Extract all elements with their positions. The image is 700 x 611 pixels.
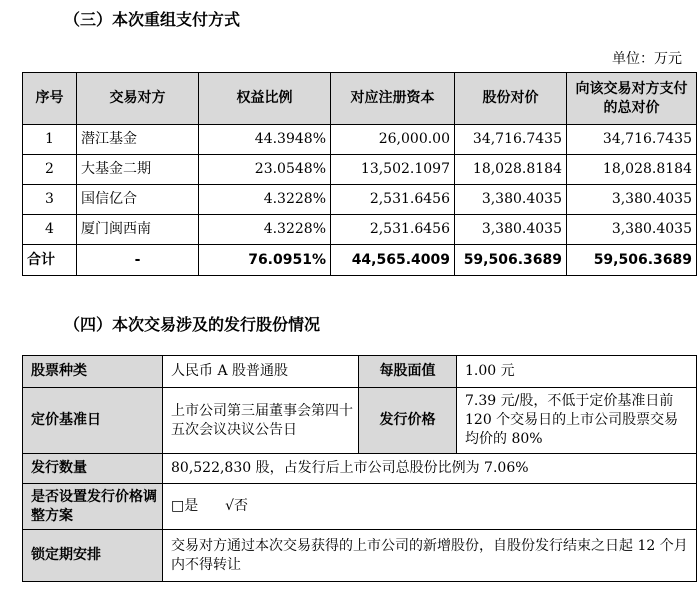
- cell-party: 大基金二期: [77, 155, 199, 185]
- par-value-value: 1.00 元: [457, 356, 697, 388]
- cell-share-price: 3,380.4035: [455, 185, 567, 215]
- cell-share-price: 3,380.4035: [455, 215, 567, 245]
- issue-qty-value: 80,522,830 股，占发行后上市公司总股份比例为 7.06%: [163, 454, 697, 484]
- adjust-label: 是否设置发行价格调整方案: [23, 484, 163, 530]
- stock-type-value: 人民币 A 股普通股: [163, 356, 359, 388]
- pricing-date-label: 定价基准日: [23, 388, 163, 454]
- table-row: [23, 185, 697, 215]
- issue-price-label: 发行价格: [359, 388, 457, 454]
- lockup-label: 锁定期安排: [23, 530, 163, 582]
- table-row: [23, 215, 697, 245]
- header-no: 序号: [23, 73, 77, 125]
- table-row: [23, 155, 697, 185]
- header-share-price: 股份对价: [455, 73, 567, 125]
- cell-party: 潜江基金: [77, 125, 199, 155]
- header-ratio: 权益比例: [199, 73, 331, 125]
- total-ratio: 76.0951%: [199, 245, 331, 276]
- total-share-price: 59,506.3689: [455, 245, 567, 276]
- cell-capital: 2,531.6456: [331, 215, 455, 245]
- total-label: 合计: [23, 245, 77, 276]
- par-value-label: 每股面值: [359, 356, 457, 388]
- total-party: -: [77, 245, 199, 276]
- unit-label: 单位：万元: [612, 51, 682, 67]
- cell-total: 3,380.4035: [567, 185, 697, 215]
- total-row: [23, 245, 697, 276]
- cell-party: 国信亿合: [77, 185, 199, 215]
- header-total: 向该交易对方支付的总对价: [567, 73, 697, 125]
- table-header-row: [23, 73, 697, 125]
- lockup-value: 交易对方通过本次交易获得的上市公司的新增股份，自股份发行结束之日起 12 个月内不得转让: [163, 530, 697, 582]
- cell-capital: 13,502.1097: [331, 155, 455, 185]
- cell-ratio: 4.3228%: [199, 185, 331, 215]
- cell-capital: 26,000.00: [331, 125, 455, 155]
- cell-capital: 2,531.6456: [331, 185, 455, 215]
- cell-no: 3: [23, 185, 77, 215]
- share-issuance-table: [22, 355, 697, 582]
- cell-ratio: 44.3948%: [199, 125, 331, 155]
- cell-ratio: 4.3228%: [199, 215, 331, 245]
- cell-no: 2: [23, 155, 77, 185]
- cell-no: 4: [23, 215, 77, 245]
- table-row: [23, 125, 697, 155]
- pricing-date-value: 上市公司第三届董事会第四十五次会议决议公告日: [163, 388, 359, 454]
- adjust-value: [163, 484, 697, 530]
- issue-qty-label: 发行数量: [23, 454, 163, 484]
- cell-total: 18,028.8184: [567, 155, 697, 185]
- issue-price-value: 7.39 元/股，不低于定价基准日前 120 个交易日的上市公司股票交易均价的 80%: [457, 388, 697, 454]
- header-capital: 对应注册资本: [331, 73, 455, 125]
- cell-party: 厦门闽西南: [77, 215, 199, 245]
- payment-table: [22, 72, 697, 276]
- cell-share-price: 34,716.7435: [455, 125, 567, 155]
- stock-type-label: 股票种类: [23, 356, 163, 388]
- total-total: 59,506.3689: [567, 245, 697, 276]
- adjust-yes-checkbox: □是: [171, 498, 199, 515]
- cell-total: 3,380.4035: [567, 215, 697, 245]
- adjust-no-checkbox: √否: [225, 498, 249, 515]
- section4-heading: （四）本次交易涉及的发行股份情况: [64, 315, 321, 334]
- section3-heading: （三）本次重组支付方式: [64, 10, 241, 29]
- header-party: 交易对方: [77, 73, 199, 125]
- cell-share-price: 18,028.8184: [455, 155, 567, 185]
- cell-total: 34,716.7435: [567, 125, 697, 155]
- cell-ratio: 23.0548%: [199, 155, 331, 185]
- total-capital: 44,565.4009: [331, 245, 455, 276]
- cell-no: 1: [23, 125, 77, 155]
